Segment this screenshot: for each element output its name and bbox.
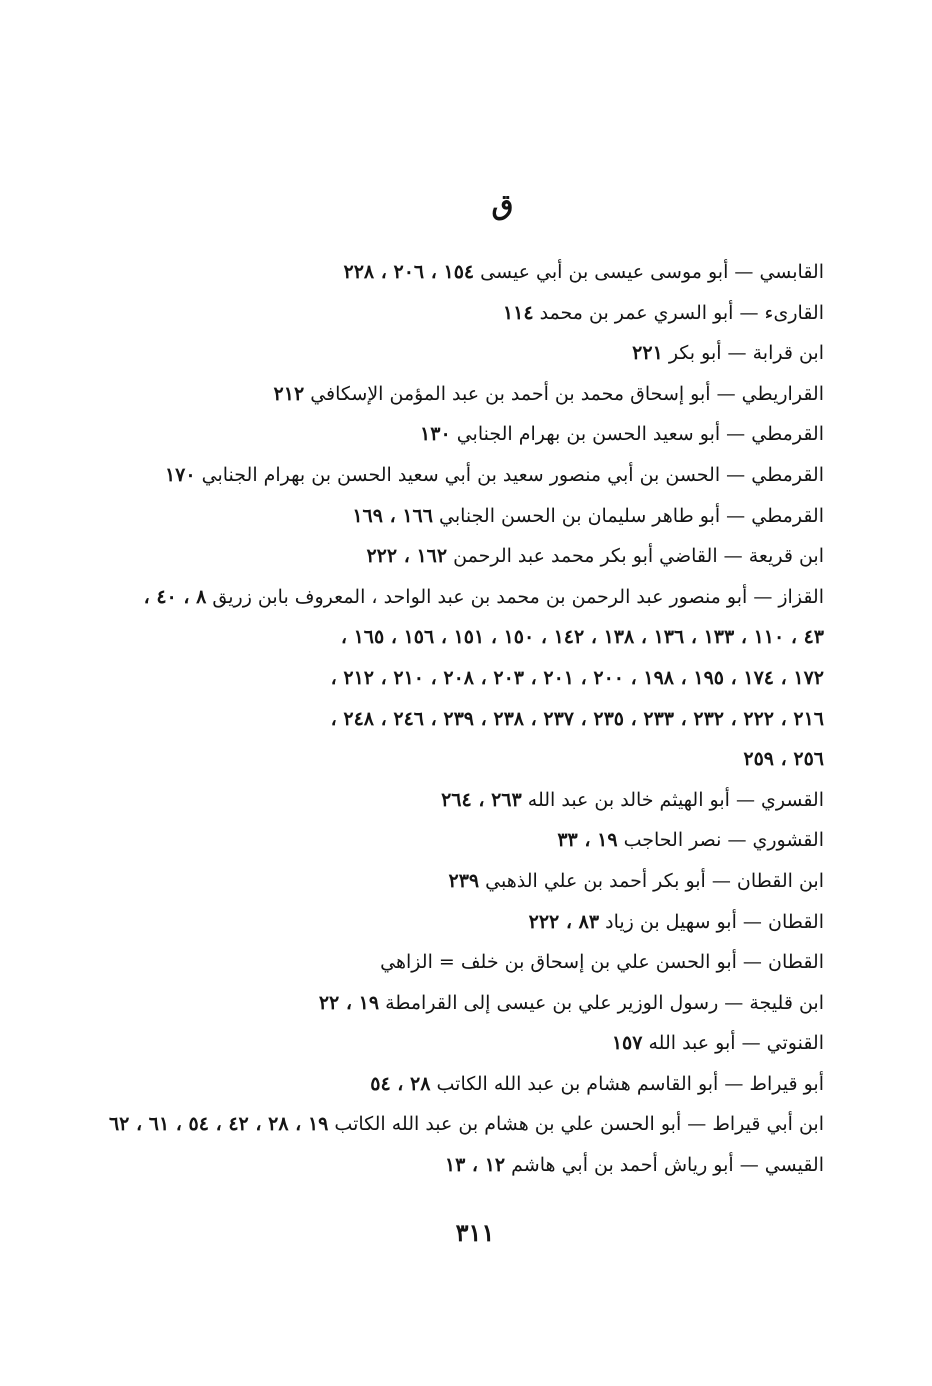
entry-name: ابن القطان — [736, 869, 824, 892]
entry-dash: — — [720, 463, 752, 486]
entry-name: أبو قيراط — [749, 1072, 824, 1095]
entry-dash: — — [729, 788, 762, 811]
index-entry — [124, 293, 824, 334]
entry-page-numbers: ١٣٠ — [420, 423, 451, 446]
index-entry — [124, 252, 824, 293]
entry-page-numbers: ١٦٢ ، ٢٢٢ — [366, 545, 448, 568]
index-entry — [124, 496, 824, 537]
entry-description: أبو سعيد الحسن بن بهرام الجنابي — [456, 423, 721, 446]
entry-page-numbers: ١٥٤ ، ٢٠٦ ، ٢٢٨ — [343, 261, 475, 283]
entry-page-numbers: ١٩ ، ٢٢ — [318, 991, 380, 1014]
index-entries — [108, 252, 824, 1186]
entry-page-numbers: ١٧٠ — [164, 463, 196, 486]
entry-page-numbers: ١٦٦ ، ١٦٩ — [352, 504, 433, 527]
entry-page-numbers: ٢١٦ ، ٢٢٢ ، ٢٣٢ ، ٢٣٣ ، ٢٣٥ ، ٢٣٧ ، ٢٣٨ ، ٢٣٩ ، ٢٤٦ ، ٢٤٨ ، — [330, 707, 824, 730]
entry-dash: — — [736, 910, 768, 933]
entry-name: القيسي — [764, 1154, 824, 1177]
entry-dash: — — [728, 261, 760, 283]
entry-page-numbers: ٨٣ ، ٢٢٢ — [528, 910, 600, 933]
entry-name: القنوتي — [766, 1032, 824, 1055]
entry-page-numbers: ١٢ ، ١٣ — [444, 1154, 506, 1177]
entry-description: أبو الهيثم خالد بن عبد الله — [527, 788, 730, 811]
entry-name: القشوري — [752, 829, 824, 852]
index-entry-continuation — [124, 658, 824, 699]
index-entry — [124, 942, 824, 983]
entry-name: ابن قليجة — [749, 991, 824, 1014]
entry-page-numbers: ١١٤ — [502, 301, 534, 324]
entry-dash: — — [733, 301, 765, 324]
entry-description: أبو السري عمر بن محمد — [539, 301, 734, 324]
page-number: ٣١١ — [455, 1218, 495, 1247]
index-entry — [124, 577, 824, 618]
entry-page-numbers: ١٩ ، ٢٨ ، ٤٢ ، ٥٤ ، ٦١ ، ٦٢ — [108, 1113, 329, 1136]
entry-page-numbers: ٢١٢ — [273, 382, 305, 405]
entry-dash: — — [705, 869, 737, 892]
entry-dash: — — [681, 1113, 713, 1136]
index-entry — [124, 1145, 824, 1186]
entry-page-numbers: ٢٢١ — [632, 342, 663, 365]
entry-name: القطان — [767, 951, 824, 974]
entry-dash: — — [720, 423, 752, 446]
index-entry — [124, 414, 824, 455]
index-entry — [124, 1064, 824, 1105]
entry-page-numbers: ١٥٧ — [611, 1032, 643, 1055]
entry-description: أبو منصور عبد الرحمن بن محمد بن عبد الواحد ، المعروف بابن زريق — [212, 585, 748, 608]
entry-description: أبو سهيل بن زياد — [605, 910, 737, 933]
entry-description: رسول الوزير علي بن عيسى إلى القرامطة — [385, 991, 719, 1014]
entry-description: الحسن بن أبي منصور سعيد بن أبي سعيد الحسن بن بهرام الجنابي — [201, 463, 721, 486]
index-entry — [124, 780, 824, 821]
entry-description: أبو بكر — [668, 342, 722, 365]
entry-page-numbers: ٢٣٩ — [448, 869, 480, 892]
entry-page-numbers: ١٩ ، ٣٣ — [557, 829, 618, 852]
index-entry — [124, 455, 824, 496]
entry-description: أبو إسحاق محمد بن أحمد بن عبد المؤمن الإسكافي — [310, 382, 711, 405]
index-entry — [124, 374, 824, 415]
entry-name: القراريطي — [741, 382, 824, 405]
entry-name: ابن قريعة — [748, 545, 824, 568]
entry-dash: — — [747, 585, 779, 608]
entry-name: القرمطي — [751, 423, 824, 446]
index-entry — [124, 536, 824, 577]
index-entry — [124, 333, 824, 374]
entry-dash: — — [735, 1032, 767, 1055]
entry-name: القرمطي — [751, 504, 824, 527]
entry-dash: — — [721, 342, 753, 365]
entry-description: أبو رياش أحمد بن أبي هاشم — [511, 1154, 734, 1177]
entry-dash: — — [718, 1072, 750, 1095]
index-entry-continuation — [124, 699, 824, 740]
entry-description: أبو بكر أحمد بن علي الذهبي — [485, 869, 706, 892]
entry-description: أبو القاسم هشام بن عبد الله الكاتب — [436, 1072, 719, 1095]
entry-dash: — — [736, 951, 768, 974]
entry-dash: — — [733, 1154, 765, 1177]
entry-description: أبو طاهر سليمان بن الحسن الجنابي — [439, 504, 721, 527]
index-entry — [124, 1023, 824, 1064]
entry-name: ابن قرابة — [752, 342, 824, 365]
index-entry-continuation — [124, 739, 824, 780]
index-entry — [124, 983, 824, 1024]
entry-dash: — — [721, 829, 753, 852]
index-entry — [124, 820, 824, 861]
entry-name: ابن أبي قيراط — [712, 1113, 824, 1136]
entry-page-numbers: ٢٨ ، ٥٤ — [370, 1072, 431, 1095]
entry-page-numbers: ٢٦٣ ، ٢٦٤ — [441, 788, 522, 811]
entry-page-numbers: ١٧٢ ، ١٧٤ ، ١٩٥ ، ١٩٨ ، ٢٠٠ ، ٢٠١ ، ٢٠٣ ، ٢٠٨ ، ٢١٠ ، ٢١٢ ، — [330, 666, 824, 689]
entry-page-numbers: ٢٥٦ ، ٢٥٩ — [743, 748, 824, 771]
entry-description: أبو موسى عيسى بن أبي عيسى — [480, 261, 729, 283]
entry-description: القاضي أبو بكر محمد عبد الرحمن — [453, 545, 718, 568]
entry-dash: — — [717, 545, 749, 568]
entry-name: القسري — [761, 788, 824, 811]
entry-name: القزاز — [778, 585, 824, 608]
entry-dash: — — [720, 504, 752, 527]
index-entry — [108, 1104, 824, 1145]
entry-name: القطان — [767, 910, 824, 933]
entry-dash: — — [710, 382, 742, 405]
entry-dash: — — [718, 991, 750, 1014]
section-letter-heading: ق — [491, 188, 514, 221]
entry-name: القرمطي — [751, 463, 824, 486]
entry-description: أبو الحسن علي بن هشام بن عبد الله الكاتب — [334, 1113, 682, 1136]
index-entry — [124, 902, 824, 943]
entry-name: القارىء — [764, 301, 824, 324]
entry-name: القابسي — [759, 261, 824, 283]
entry-description: أبو عبد الله — [648, 1032, 736, 1055]
entry-page-numbers: ٨ ، ٤٠ ، — [143, 585, 207, 608]
index-entry-continuation — [124, 617, 824, 658]
entry-description: أبو الحسن علي بن إسحاق بن خلف = الزاهي — [380, 951, 737, 974]
entry-page-numbers: ٤٣ ، ١١٠ ، ١٣٣ ، ١٣٦ ، ١٣٨ ، ١٤٢ ، ١٥٠ ، ١٥١ ، ١٥٦ ، ١٦٥ ، — [340, 626, 824, 649]
entry-description: نصر الحاجب — [623, 829, 722, 852]
index-entry — [124, 861, 824, 902]
